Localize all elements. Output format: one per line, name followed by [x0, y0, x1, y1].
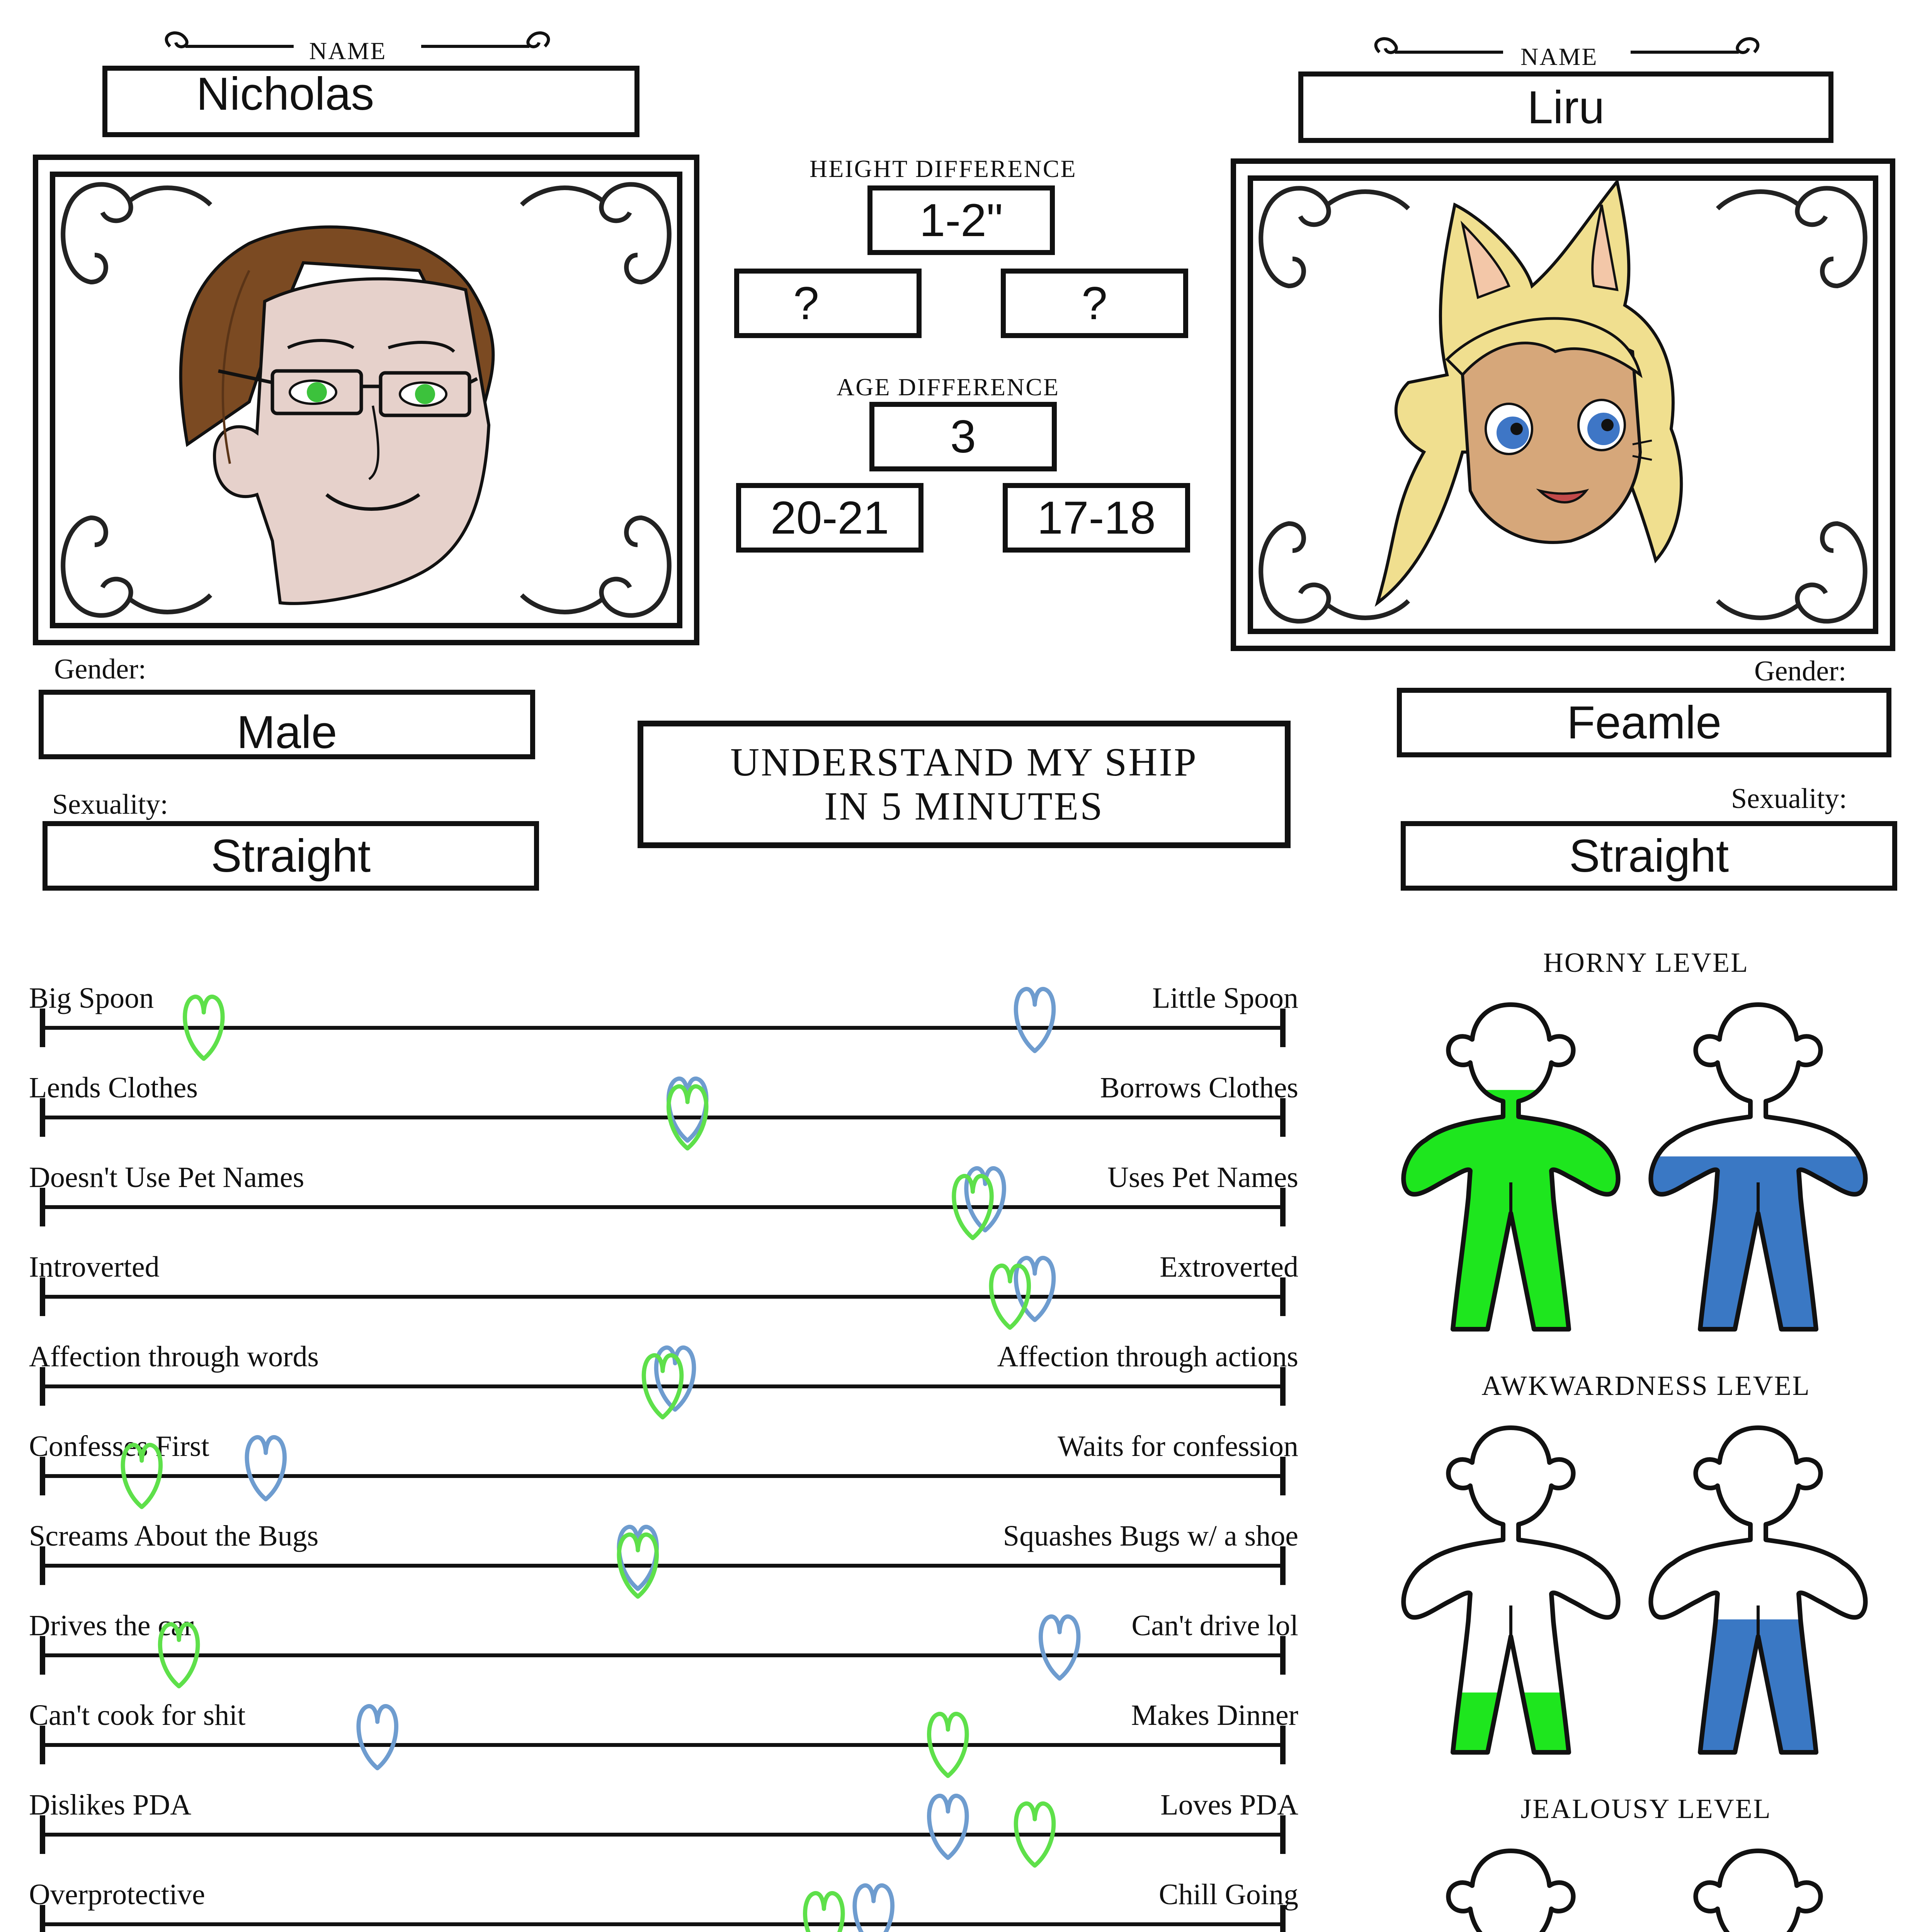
liru-heart-marker	[247, 1437, 284, 1499]
right-gender-field[interactable]: Feamle	[1397, 688, 1891, 757]
slider-right-label: Borrows Clothes	[1100, 1071, 1298, 1104]
left-sexuality-label: Sexuality:	[52, 789, 168, 820]
slider-right-label: Uses Pet Names	[1107, 1161, 1298, 1194]
left-name-label: NAME	[309, 37, 387, 65]
left-gender-label: Gender:	[54, 653, 146, 685]
slider-left-label: Introverted	[29, 1251, 160, 1283]
level-title: AWKWARDNESS LEVEL	[1481, 1370, 1811, 1401]
slider-track[interactable]	[0, 1067, 1314, 1168]
liru-heart-marker	[929, 1796, 967, 1858]
height-right-field[interactable]: ?	[1001, 269, 1188, 338]
slider-right-label: Loves PDA	[1160, 1789, 1298, 1821]
liru-portrait	[1231, 158, 1895, 651]
slider-left-label: Doesn't Use Pet Names	[29, 1161, 304, 1194]
left-name-field[interactable]: Nicholas	[102, 66, 639, 137]
slider-track[interactable]	[0, 1605, 1314, 1706]
slider-track[interactable]	[0, 1784, 1314, 1885]
slider-left-label: Confesses First	[29, 1430, 209, 1463]
slider-left-label: Overprotective	[29, 1878, 205, 1911]
slider-left-label: Screams About the Bugs	[29, 1520, 319, 1552]
slider-track[interactable]	[0, 978, 1314, 1078]
slider-track[interactable]	[0, 1515, 1314, 1616]
slider-track[interactable]	[0, 1426, 1314, 1526]
right-gender-label: Gender:	[1754, 655, 1847, 687]
right-name-label: NAME	[1520, 43, 1598, 70]
liru-level-figure	[1638, 997, 1878, 1345]
slider-left-label: Can't cook for shit	[29, 1699, 246, 1731]
slider-track[interactable]	[0, 1695, 1314, 1795]
left-gender-field[interactable]: Male	[39, 690, 535, 759]
height-difference-field[interactable]: 1-2"	[867, 185, 1055, 255]
slider-right-label: Chill Going	[1158, 1878, 1298, 1911]
age-difference-label: AGE DIFFERENCE	[837, 373, 1060, 401]
slider-right-label: Waits for confession	[1058, 1430, 1298, 1463]
slider-right-label: Affection through actions	[997, 1340, 1298, 1373]
right-name-field[interactable]: Liru	[1298, 71, 1833, 143]
left-sexuality-field[interactable]: Straight	[43, 821, 539, 891]
level-title: JEALOUSY LEVEL	[1520, 1793, 1772, 1824]
right-sexuality-field[interactable]: Straight	[1401, 821, 1897, 891]
ship-title-line1: UNDERSTAND MY SHIP	[730, 740, 1198, 784]
slider-track[interactable]	[0, 1247, 1314, 1347]
nicholas-level-figure	[1391, 997, 1631, 1345]
slider-right-label: Extroverted	[1160, 1251, 1298, 1283]
nicholas-level-figure	[1391, 1843, 1631, 1932]
age-right-field[interactable]: 17-18	[1003, 483, 1190, 553]
liru-heart-marker	[1041, 1617, 1078, 1679]
level-title: HORNY LEVEL	[1543, 947, 1749, 978]
liru-heart-marker	[359, 1706, 396, 1768]
nicholas-portrait	[33, 155, 699, 645]
ship-title-line2: IN 5 MINUTES	[824, 784, 1104, 828]
liru-heart-marker	[1016, 989, 1053, 1051]
slider-left-label: Big Spoon	[29, 982, 154, 1014]
slider-left-label: Dislikes PDA	[29, 1789, 192, 1821]
slider-right-label: Makes Dinner	[1131, 1699, 1298, 1731]
liru-level-figure	[1638, 1420, 1878, 1768]
liru-level-figure	[1638, 1843, 1878, 1932]
right-sexuality-label: Sexuality:	[1731, 783, 1847, 815]
slider-track[interactable]	[0, 1336, 1314, 1437]
slider-right-label: Little Spoon	[1152, 982, 1298, 1014]
slider-left-label: Drives the car	[29, 1609, 194, 1642]
slider-left-label: Lends Clothes	[29, 1071, 198, 1104]
age-difference-field[interactable]: 3	[869, 402, 1057, 471]
age-left-field[interactable]: 20-21	[736, 483, 923, 553]
slider-right-label: Can't drive lol	[1131, 1609, 1298, 1642]
slider-right-label: Squashes Bugs w/ a shoe	[1003, 1520, 1298, 1552]
ship-title	[638, 721, 1291, 848]
slider-track[interactable]	[0, 1157, 1314, 1257]
slider-left-label: Affection through words	[29, 1340, 319, 1373]
slider-track[interactable]	[0, 1874, 1314, 1932]
nicholas-level-figure	[1391, 1420, 1631, 1768]
height-left-field[interactable]: ?	[734, 269, 922, 338]
height-difference-label: HEIGHT DIFFERENCE	[810, 155, 1077, 182]
